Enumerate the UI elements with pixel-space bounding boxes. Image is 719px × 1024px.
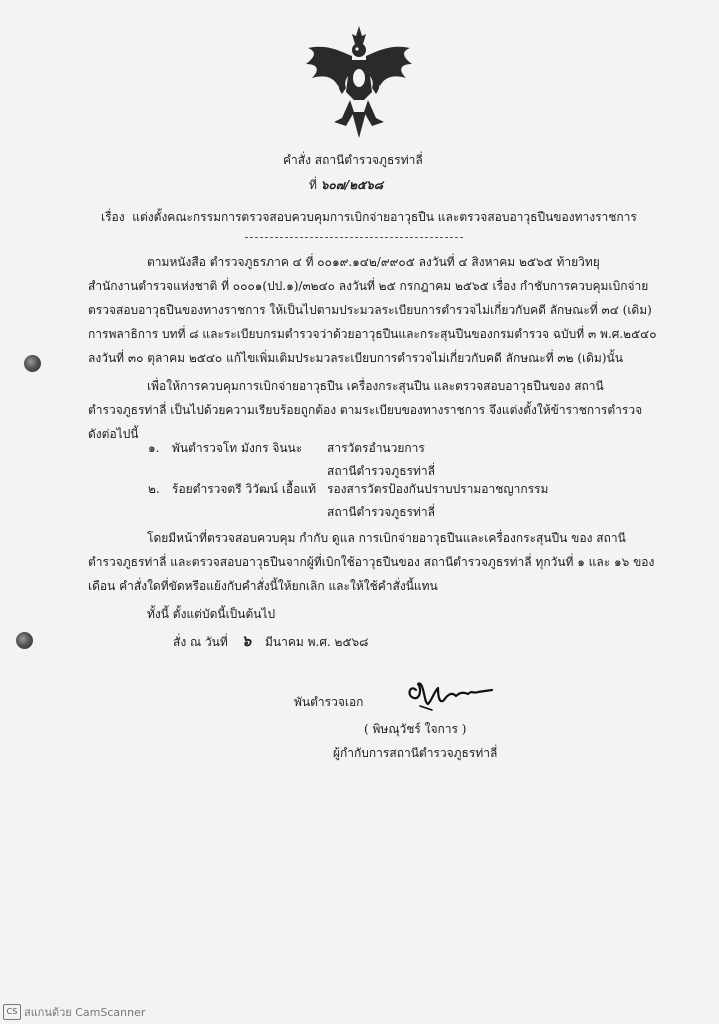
member-station: สถานีตำรวจภูธรท่าลี่ <box>327 464 435 478</box>
para1-line: ตามหนังสือ ตำรวจภูธรภาค ๔ ที่ ๐๐๑๙.๑๔๒/๙๙๐๕ ลงวันที่ ๔ สิงหาคม ๒๕๖๕ ท้ายวิทยุ <box>147 255 600 269</box>
ordered-date-prefix: สั่ง ณ วันที่ <box>173 635 228 649</box>
para1-line: การพลาธิการ บทที่ ๘ และระเบียบกรมตำรวจว่าด้วยอาวุธปืนและกระสุนปืนของกรมตำรวจ ฉบับที่ ๓ พ.ศ.๒๕๔๐ <box>88 327 657 341</box>
member-name: ร้อยตำรวจตรี วิวัฒน์ เอื้อแท้ <box>172 482 316 496</box>
effective-line: ทั้งนี้ ตั้งแต่บัดนี้เป็นต้นไป <box>147 607 276 621</box>
signer-position: ผู้กำกับการสถานีตำรวจภูธรท่าลี่ <box>333 746 498 760</box>
subject-text: แต่งตั้งคณะกรรมการตรวจสอบควบคุมการเบิกจ่ายอาวุธปืน และตรวจสอบอาวุธปืนของทางราชการ <box>132 210 637 224</box>
para2-line: ดังต่อไปนี้ <box>88 427 139 441</box>
order-number-prefix: ที่ <box>309 178 317 192</box>
garuda-emblem <box>300 22 418 140</box>
member-position: รองสารวัตรป้องกันปราบปรามอาชญากรรม <box>327 482 549 496</box>
para1-line: ลงวันที่ ๓๐ ตุลาคม ๒๕๔๐ แก้ไขเพิ่มเติมประมวลระเบียบการตำรวจไม่เกี่ยวกับคดี ลักษณะที่ ๓๒ (เดิม)นั้น <box>88 351 623 365</box>
member-name: พันตำรวจโท มังกร จินนะ <box>172 441 303 455</box>
subject-line <box>101 209 637 225</box>
camscanner-icon: CS <box>3 1004 21 1020</box>
signer-name: ( พิษณุวัชร์ ใจการ ) <box>364 722 467 736</box>
subject-label: เรื่อง <box>101 210 125 224</box>
member-station: สถานีตำรวจภูธรท่าลี่ <box>327 505 435 519</box>
para3-line: เดือน คำสั่งใดที่ขัดหรือแย้งกับคำสั่งนี้ให้ยกเลิก และให้ใช้คำสั่งนี้แทน <box>88 579 438 593</box>
handwritten-signature <box>402 674 502 714</box>
camscanner-watermark: สแกนด้วย CamScanner <box>24 1006 146 1019</box>
order-number <box>309 177 383 193</box>
para3-line: โดยมีหน้าที่ตรวจสอบควบคุม กำกับ ดูแล การเบิกจ่ายอาวุธปืนและเครื่องกระสุนปืน ของ สถานี <box>147 531 626 545</box>
member-position: สารวัตรอำนวยการ <box>327 441 425 455</box>
member-number: ๑. <box>148 441 160 455</box>
para1-line: สำนักงานตำรวจแห่งชาติ ที่ ๐๐๐๑(ปป.๑)/๓๒๔๐ ลงวันที่ ๒๕ กรกฎาคม ๒๕๖๕ เรื่อง กำชับการควบคุมเบิกจ่าย <box>88 279 649 293</box>
punch-hole-bottom <box>16 632 33 649</box>
signer-rank: พันตำรวจเอก <box>294 695 364 709</box>
order-number-value: ๖๐๗/๒๕๖๘ <box>320 178 383 192</box>
order-title: คำสั่ง สถานีตำรวจภูธรท่าลี่ <box>283 153 423 167</box>
para2-line: เพื่อให้การควบคุมการเบิกจ่ายอาวุธปืน เครื่องกระสุนปืน และตรวจสอบอาวุธปืนของ สถานี <box>147 379 604 393</box>
header-divider <box>245 237 463 238</box>
ordered-date-line <box>173 633 368 650</box>
punch-hole-top <box>24 355 41 372</box>
para3-line: ตำรวจภูธรท่าลี่ และตรวจสอบอาวุธปืนจากผู้ที่เบิกใช้อาวุธปืนของ สถานีตำรวจภูธรท่าลี่ ทุกวันที่ ๑ และ ๑๖ ของ <box>88 555 655 569</box>
member-number: ๒. <box>148 482 160 496</box>
para1-line: ตรวจสอบอาวุธปืนของทางราชการ ให้เป็นไปตามประมวลระเบียบการตำรวจไม่เกี่ยวกับคดี ลักษณะที่ ๓๔ (เดิม) <box>88 303 652 317</box>
para2-line: ตำรวจภูธรท่าลี่ เป็นไปด้วยความเรียบร้อยถูกต้อง ตามระเบียบของทางราชการ จึงแต่งตั้งให้ข้าราชการตำรวจ <box>88 403 643 417</box>
ordered-date-suffix: มีนาคม พ.ศ. ๒๕๖๘ <box>264 635 369 649</box>
ordered-day: ๖ <box>241 632 252 650</box>
